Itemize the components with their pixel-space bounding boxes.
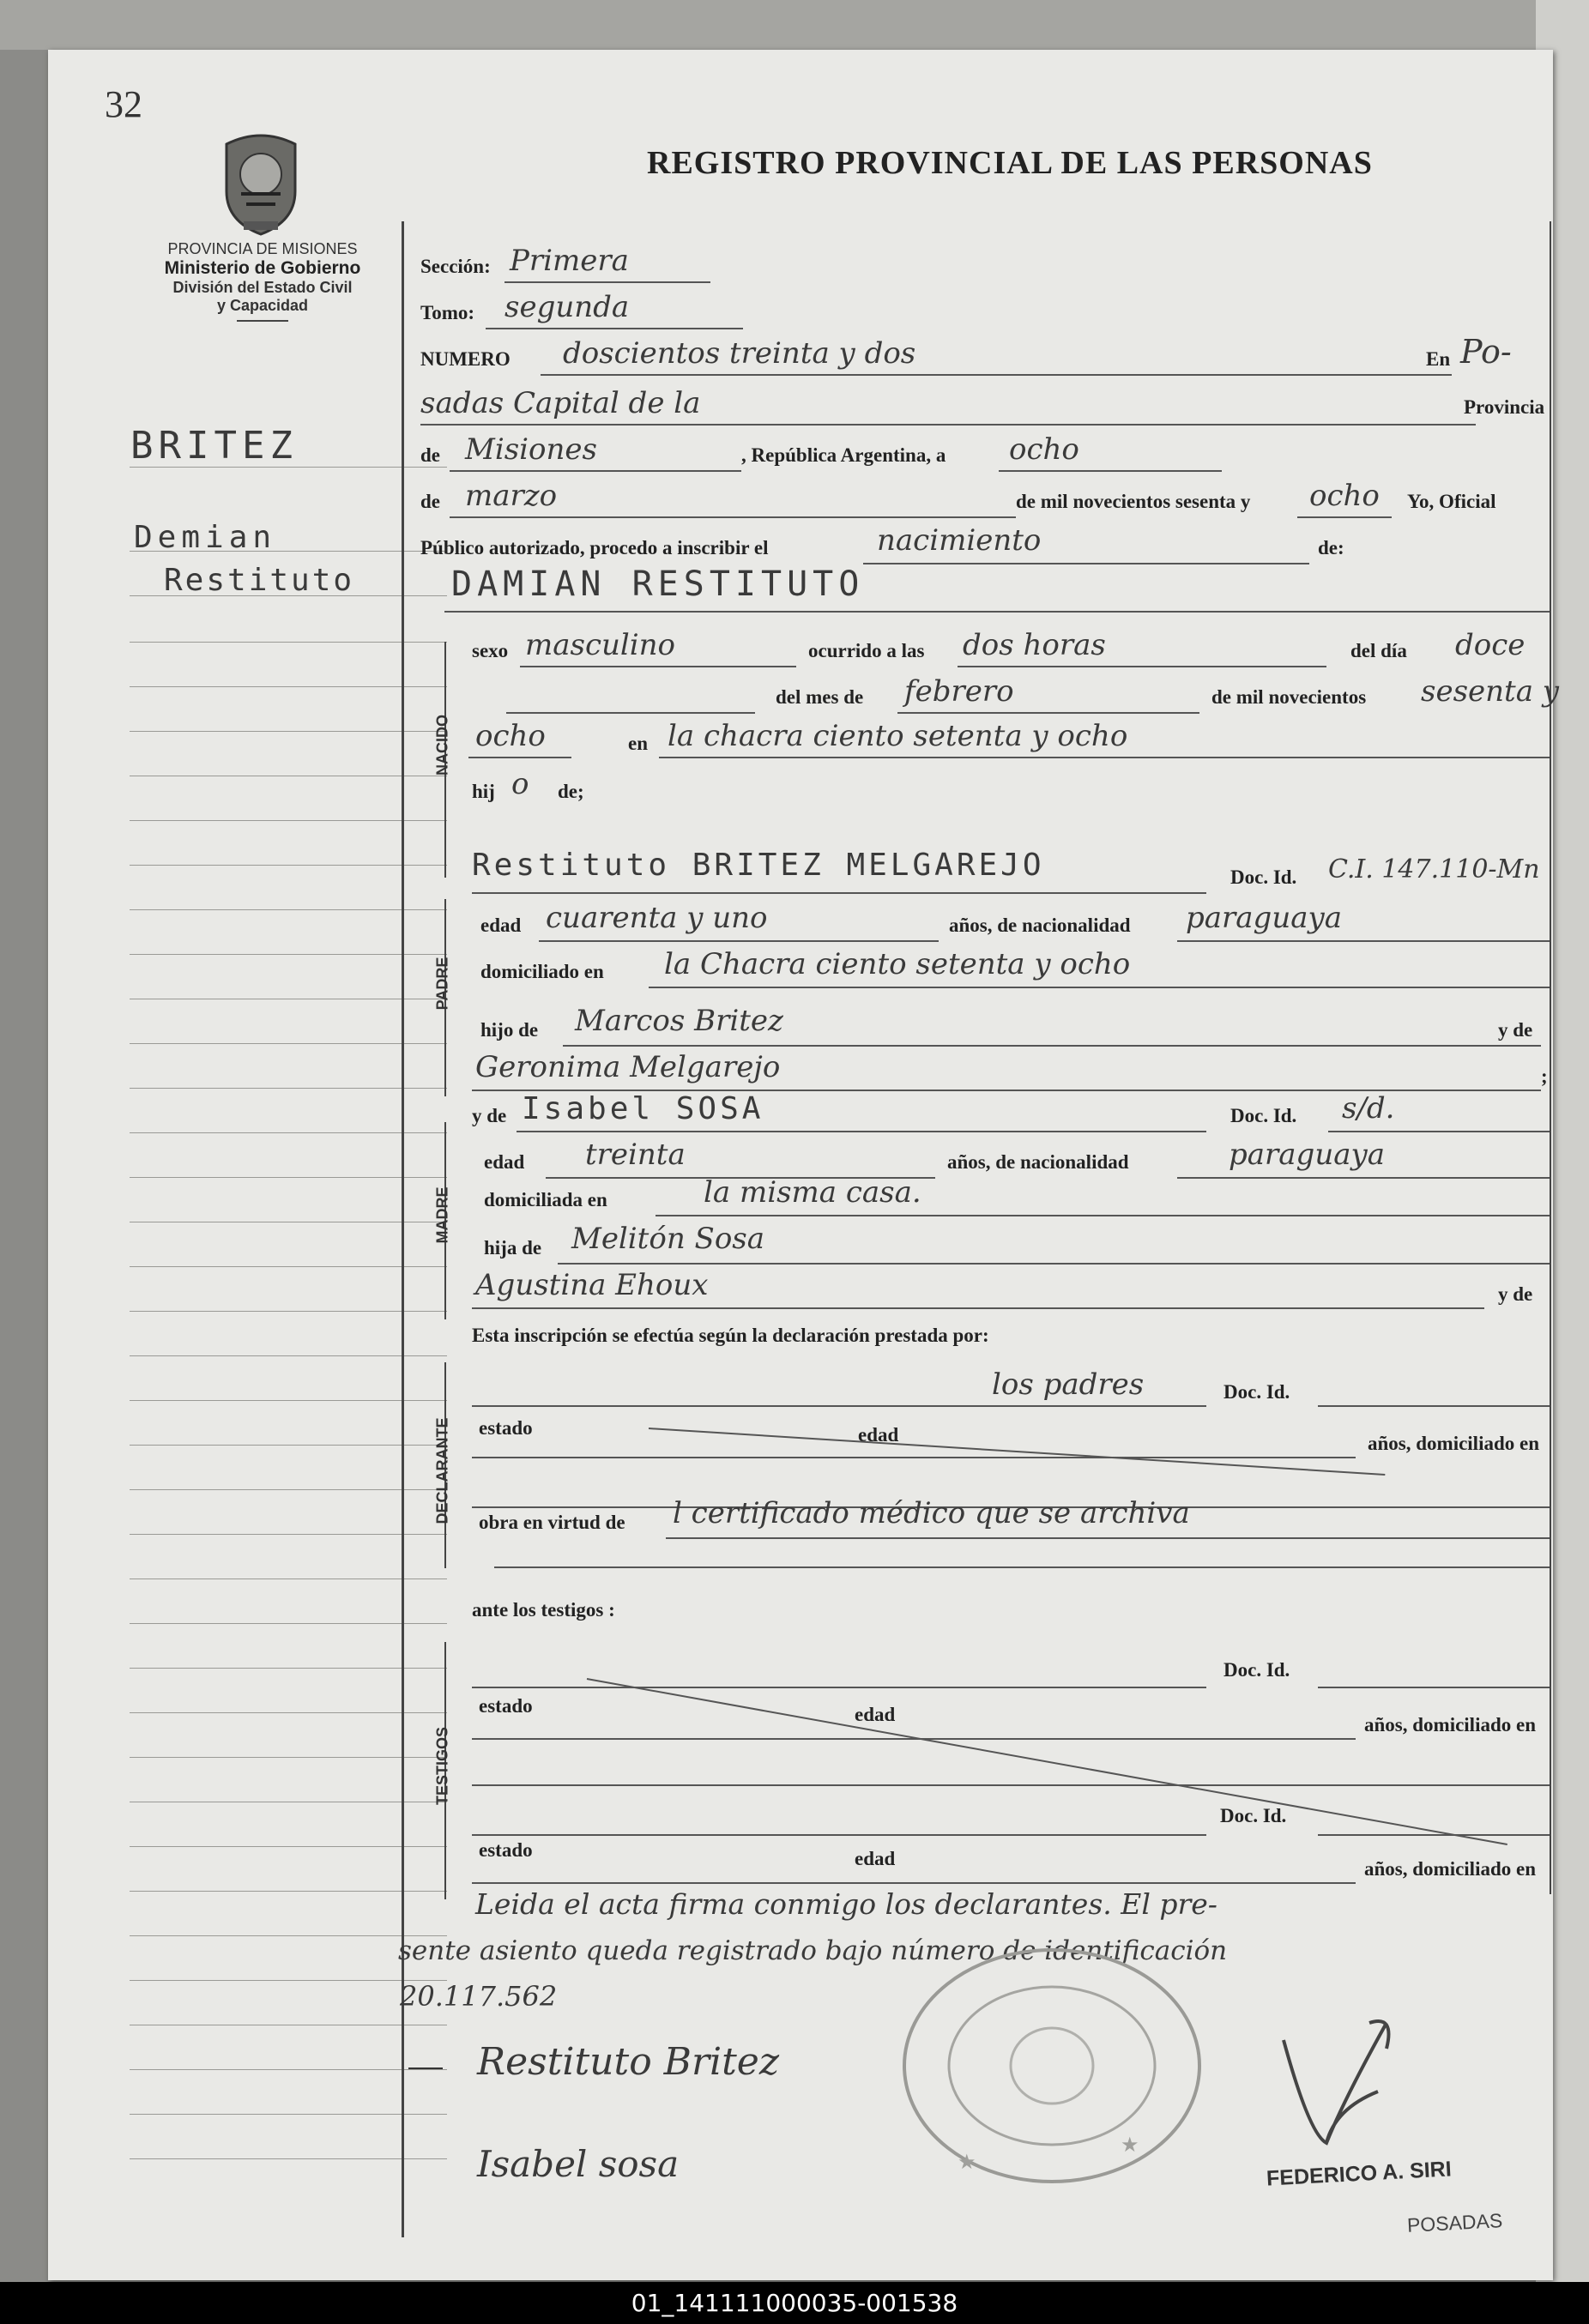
testigo1-anos-dom-label: años, domiciliado en bbox=[1364, 1714, 1537, 1735]
testigo1-doc-label: Doc. Id. bbox=[1223, 1659, 1290, 1681]
closing-line-2: sente asiento queda registrado bajo número de identificación bbox=[398, 1935, 1228, 1966]
declarante-estado-label: estado bbox=[479, 1417, 533, 1439]
background-top bbox=[0, 0, 1589, 50]
padre-nac-value: paraguaya bbox=[1186, 901, 1342, 935]
mes-value: marzo bbox=[465, 479, 558, 513]
anio-nac-value-2: ocho bbox=[475, 719, 546, 753]
en-lower-label: en bbox=[628, 733, 648, 754]
section-declarante: DECLARANTE bbox=[433, 1417, 451, 1524]
declarante-edad-label: edad bbox=[858, 1424, 899, 1446]
signature-padre: Restituto Britez bbox=[477, 2040, 780, 2084]
margin-middle-name: Restituto bbox=[164, 563, 355, 598]
tomo-value: segunda bbox=[504, 290, 630, 324]
dia-a-value: ocho bbox=[1009, 432, 1079, 467]
publico-label: Público autorizado, procedo a inscribir el bbox=[420, 537, 769, 558]
madre-edad-value: treinta bbox=[585, 1138, 686, 1172]
de-colon-label: de: bbox=[1318, 537, 1344, 558]
padre-madre-value: Geronima Melgarejo bbox=[475, 1050, 781, 1084]
mes-nac-value: febrero bbox=[904, 674, 1014, 709]
numero-value: doscientos treinta y dos bbox=[563, 336, 916, 371]
padre-doc-label: Doc. Id. bbox=[1230, 866, 1297, 888]
padre-hijo-de-value: Marcos Britez bbox=[575, 1004, 783, 1038]
testigo2-estado-label: estado bbox=[479, 1839, 533, 1861]
sexo-label: sexo bbox=[472, 640, 509, 661]
seccion-label: Sección: bbox=[420, 256, 491, 277]
testigo1-edad-label: edad bbox=[855, 1704, 896, 1725]
ante-testigos-label: ante los testigos : bbox=[472, 1599, 615, 1621]
de-label-1: de bbox=[420, 444, 440, 466]
section-nacido: NACIDO bbox=[433, 715, 451, 776]
margin-surname: BRITEZ bbox=[130, 424, 298, 468]
madre-hija-de-label: hija de bbox=[484, 1237, 542, 1259]
madre-hija-de-value: Melitón Sosa bbox=[571, 1222, 765, 1256]
padre-edad-label: edad bbox=[480, 915, 522, 936]
tomo-label: Tomo: bbox=[420, 302, 475, 323]
numero-label: NUMERO bbox=[420, 348, 511, 370]
de-label-2: de bbox=[420, 491, 440, 512]
inscripcion-label: Esta inscripción se efectúa según la declaración prestada por: bbox=[472, 1325, 989, 1346]
anio-value: ocho bbox=[1309, 479, 1380, 513]
padre-y-de-label: y de bbox=[1498, 1019, 1533, 1041]
padre-hijo-de-label: hijo de bbox=[480, 1019, 539, 1041]
document-title: REGISTRO PROVINCIAL DE LAS PERSONAS bbox=[647, 145, 1373, 181]
madre-domiciliada-label: domiciliada en bbox=[484, 1189, 607, 1210]
en-label: En bbox=[1426, 348, 1451, 370]
coat-of-arms-icon bbox=[214, 127, 308, 238]
ocurrido-label: ocurrido a las bbox=[808, 640, 925, 661]
madre-y-de-end-label: y de bbox=[1498, 1283, 1533, 1305]
del-dia-label: del día bbox=[1350, 640, 1407, 661]
official-name-stamp: FEDERICO A. SIRI bbox=[1266, 2157, 1453, 2191]
dia-value: doce bbox=[1455, 628, 1526, 662]
closing-line-3: 20.117.562 bbox=[400, 1980, 558, 2013]
madre-doc-value: s/d. bbox=[1342, 1091, 1395, 1126]
closing-line-1: Leida el acta firma conmigo los declarantes. El pre- bbox=[475, 1887, 1217, 1921]
acto-value: nacimiento bbox=[877, 523, 1042, 558]
section-testigos: TESTIGOS bbox=[433, 1727, 451, 1806]
en-value-2: sadas Capital de la bbox=[420, 386, 701, 420]
nombre-value: DAMIAN RESTITUTO bbox=[451, 564, 865, 604]
padre-nombre: Restituto BRITEZ MELGAREJO bbox=[472, 848, 1045, 883]
mil-sesenta-label: de mil novecientos sesenta y bbox=[1016, 491, 1251, 512]
provincia-label: Provincia bbox=[1464, 396, 1545, 418]
official-signature-icon bbox=[1249, 2006, 1421, 2160]
mil-novecientos-label: de mil novecientos bbox=[1211, 686, 1367, 708]
madre-doc-label: Doc. Id. bbox=[1230, 1105, 1297, 1126]
certificado-value: l certificado médico que se archiva bbox=[673, 1496, 1190, 1530]
official-city-stamp: POSADAS bbox=[1406, 2209, 1503, 2236]
madre-madre-value: Agustina Ehoux bbox=[475, 1268, 709, 1302]
hij-suffix: o bbox=[511, 767, 529, 801]
testigo2-anos-dom-label: años, domiciliado en bbox=[1364, 1858, 1537, 1880]
del-mes-label: del mes de bbox=[776, 686, 864, 708]
yo-oficial-label: Yo, Oficial bbox=[1407, 491, 1496, 512]
hij-de-label: de; bbox=[558, 781, 584, 802]
issuer-division: División del Estado Civil bbox=[172, 279, 353, 296]
page-number: 32 bbox=[105, 83, 142, 125]
official-seal-icon bbox=[889, 1937, 1215, 2194]
register-page bbox=[48, 50, 1559, 2280]
section-padre: PADRE bbox=[433, 957, 451, 1011]
madre-nac-value: paraguaya bbox=[1229, 1138, 1385, 1172]
en-value-1: Po- bbox=[1460, 333, 1512, 371]
obra-virtud-label: obra en virtud de bbox=[479, 1512, 625, 1533]
anio-nac-value-1: sesenta y bbox=[1421, 674, 1559, 709]
padre-doc-value: C.I. 147.110-Mn bbox=[1328, 854, 1540, 884]
lugar-value: la chacra ciento setenta y ocho bbox=[668, 719, 1128, 753]
svg-text:★: ★ bbox=[1121, 2133, 1139, 2157]
margin-given-name: Demian bbox=[134, 520, 277, 555]
madre-dom-value: la misma casa. bbox=[704, 1175, 921, 1210]
padre-anos-nac-label: años, de nacionalidad bbox=[949, 915, 1131, 936]
padre-edad-value: cuarenta y uno bbox=[546, 901, 768, 935]
signature-madre: Isabel sosa bbox=[477, 2143, 680, 2185]
madre-anos-nac-label: años, de nacionalidad bbox=[947, 1151, 1129, 1173]
republica-label: , República Argentina, a bbox=[741, 444, 946, 466]
sexo-value: masculino bbox=[525, 628, 676, 662]
padre-domiciliado-label: domiciliado en bbox=[480, 961, 604, 982]
madre-y-de-label: y de bbox=[472, 1105, 507, 1126]
hij-label: hij bbox=[472, 781, 495, 802]
seccion-value: Primera bbox=[510, 244, 629, 278]
padre-dom-value: la Chacra ciento setenta y ocho bbox=[664, 947, 1131, 981]
madre-nombre: Isabel SOSA bbox=[522, 1091, 764, 1126]
hora-value: dos horas bbox=[963, 628, 1106, 662]
declarante-value: los padres bbox=[992, 1367, 1145, 1402]
section-madre: MADRE bbox=[433, 1186, 451, 1244]
provincia-value: Misiones bbox=[465, 432, 597, 467]
svg-text:★: ★ bbox=[958, 2150, 976, 2174]
issuer-capacity: y Capacidad bbox=[216, 297, 309, 314]
padre-semicolon: ; bbox=[1541, 1065, 1548, 1087]
issuer-province: PROVINCIA DE MISIONES bbox=[167, 240, 358, 257]
testigo2-doc-label: Doc. Id. bbox=[1220, 1805, 1287, 1826]
testigo1-estado-label: estado bbox=[479, 1695, 533, 1717]
issuer-ministry: Ministerio de Gobierno bbox=[164, 258, 361, 278]
file-caption: 01_141111000035-001538 bbox=[0, 2282, 1589, 2324]
madre-edad-label: edad bbox=[484, 1151, 525, 1173]
declarante-anos-dom-label: años, domiciliado en bbox=[1368, 1433, 1540, 1454]
declarante-doc-label: Doc. Id. bbox=[1223, 1381, 1290, 1403]
testigo2-edad-label: edad bbox=[855, 1848, 896, 1869]
